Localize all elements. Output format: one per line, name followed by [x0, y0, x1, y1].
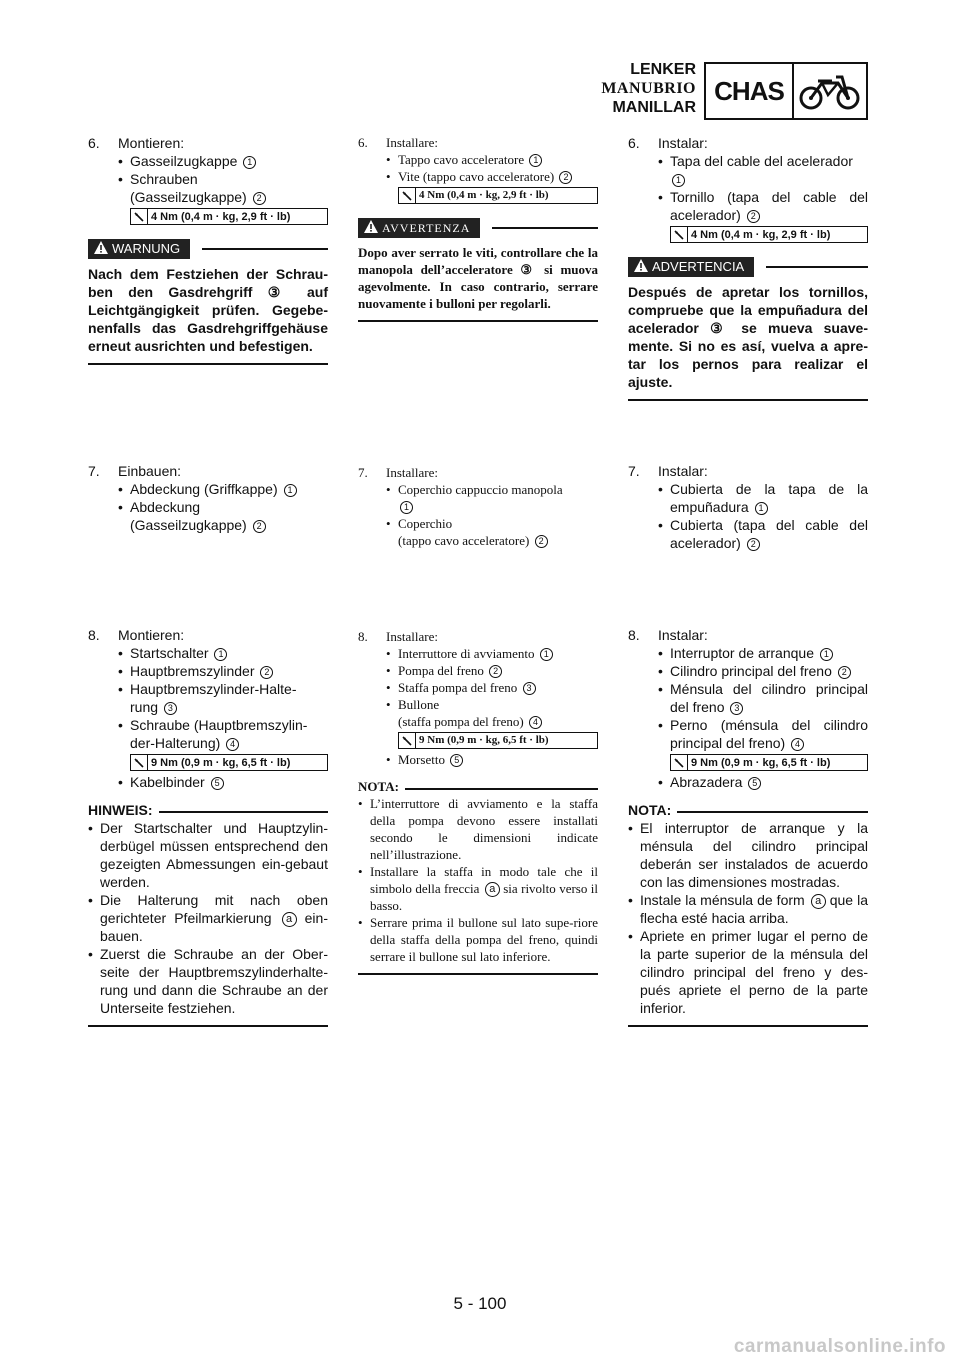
torque-spec: 4 Nm (0,4 m · kg, 2,9 ft · lb) [670, 226, 868, 243]
es-step-6: 6. Instalar: • Tapa del cable del acelerador 1 • Tornillo (tapa del cable del acelerador) 2 4 Nm (0,4 m · kg, 2,9 ft · lb) ADVERTENCIA Después de apretar los tornillos, compruebe que la empuñadura del acelerador ③ se mueva suave-mente. Si no es así, vuelva a apre-tar los pernos para realizar el ajuste. [628, 134, 868, 401]
title-es: MANILLAR [612, 99, 696, 116]
list-item: Vite (tappo cavo acceleratore) [398, 169, 555, 184]
list-item: Schrauben [130, 171, 198, 187]
list-item: Tornillo (tapa del cable del acelerador) [670, 189, 868, 223]
torque-spec: 4 Nm (0,4 m · kg, 2,9 ft · lb) [398, 187, 598, 204]
list-item: (Gasseilzugkappe) [130, 189, 247, 205]
callout-marker: 2 [253, 192, 266, 205]
warning-header [88, 239, 328, 259]
list-item: Bullone [398, 697, 440, 712]
page-number: 5 - 100 [453, 1294, 507, 1313]
header-titles [560, 60, 696, 117]
list-item: Startschalter [130, 645, 209, 661]
wrench-icon [671, 227, 688, 242]
de-step-7: 7. Einbauen: • Abdeckung (Griffkappe) 1 • Abdeckung (Gasseilzugkappe) 2 [88, 462, 328, 534]
torque-spec: 9 Nm (0,9 m · kg, 6,5 ft · lb) [670, 754, 868, 771]
list-item: Coperchio [398, 516, 453, 531]
warning-text: Después de apretar los tornillos, compruebe que la empuñadura del acelerador ③ se mueva suave-mente. Si no es así, vuelva a apre-tar los pernos para realizar el ajuste. [628, 284, 868, 390]
list-item: Gasseilzugkappe [130, 153, 238, 169]
warning-header [358, 218, 598, 238]
divider [628, 399, 868, 401]
wrench-icon [399, 188, 416, 203]
wrench-icon [671, 755, 688, 770]
list-item: Coperchio cappuccio manopola [398, 482, 563, 497]
list-item: Pompa del freno [398, 663, 484, 678]
es-step-8: 8. Instalar: • Interruptor de arranque 1 • Cilindro principal del freno 2 • Ménsula del cilindro principal del freno 3 • Perno (ménsula del cilindro principal del freno) 4 9 Nm (0,9 m · kg, 6,5 ft · lb) • Abrazadera 5 NOTA: • El interruptor de arranque y la ménsula del cilindro principal deberán ser instalados de acuerdo con las dimensiones mostradas. • Instale la ménsula de form a que la flecha esté hacia arriba. • Apriete en primer lugar el perno de la parte superior de la ménsula del cilindro principal del freno y des-pués apriete el perno de la parte inferior. [628, 626, 868, 1027]
note-item: Zuerst die Schraube an der Ober-seite der Hauptbremszylinderhalte-rung und dann die Schraube an der Unterseite festziehen. [100, 946, 328, 1016]
divider [88, 1025, 328, 1027]
note-item: Die Halterung mit nach oben gerichteter Pfeilmarkierung [100, 892, 328, 926]
torque-spec: 4 Nm (0,4 m · kg, 2,9 ft · lb) [130, 208, 328, 225]
list-item: Morsetto [398, 752, 445, 767]
it-step-8: 8. Installare: • Interruttore di avviamento 1 • Pompa del freno 2 • Staffa pompa del freno 3 • Bullone (staffa pompa del freno) 4 9 Nm (0,9 m · kg, 6,5 ft · lb) • Morsetto 5 NOTA: • L’interruttore di avviamento e la staffa della pompa devono essere installati secondo le dimensioni indicate nell’illustrazione. • Installare la staffa in modo tale che il simbolo della freccia a sia rivolto verso il basso. • Serrare prima il bullone sul lato supe-riore della staffa della pompa del freno, quindi serrare il bullone sul lato inferiore. [358, 628, 598, 975]
warning-text: Dopo aver serrato le viti, controllare che la manopola dell’acceleratore ③ si muova agevolmente. In caso contrario, serrare nuovamente i bulloni per regolarli. [358, 245, 598, 311]
warning-badge: ADVERTENCIA [628, 257, 754, 277]
warning-text: Nach dem Festziehen der Schrau-ben den Gasdrehgriff ③ auf Leichtgängigkeit prüfen. Gegebe-nenfalls das Gasdrehgriffgehäuse erneut ausrichten und befestigen. [88, 266, 328, 354]
divider [88, 363, 328, 365]
title-it: MANUBRIO [601, 80, 696, 97]
de-step-6: 6. Montieren: • Gasseilzugkappe 1 • Schrauben (Gasseilzugkappe) 2 4 Nm (0,4 m · kg, 2,9 ft · lb) WARNUNG Nach dem Festziehen der Schrau-ben den Gasdrehgriff ③ auf Leichtgängigkeit prüfen. Gegebe-nenfalls das Gasdrehgriffgehäuse erneut ausrichten und befestigen. [88, 134, 328, 365]
note-item: Serrare prima il bullone sul lato supe-riore della staffa della pompa del freno, quindi serrare il bullone sul lato inferiore. [370, 915, 598, 964]
divider [358, 320, 598, 322]
note-item: Apriete en primer lugar el perno de la parte superior de la ménsula del cilindro principal del freno y des-pués apriete el perno de la parte inferior. [640, 928, 868, 1016]
es-step-7: 7. Instalar: • Cubierta de la tapa de la empuñadura 1 • Cubierta (tapa del cable del acelerador) 2 [628, 463, 868, 551]
list-item: Interruptor de arranque [670, 645, 814, 661]
wrench-icon [399, 733, 416, 748]
motorcycle-icon [794, 64, 866, 118]
note-item: El interruptor de arranque y la ménsula del cilindro principal deberán ser instalados de acuerdo con las dimensiones mostradas. [640, 820, 868, 890]
step-heading: Montieren: [118, 135, 185, 151]
warning-header [628, 257, 868, 277]
note-item: Installare la staffa in modo tale che il simbolo della freccia [370, 864, 598, 896]
list-item: Kabelbinder [130, 774, 205, 790]
section-tag: CHAS [706, 64, 794, 118]
wrench-icon [131, 209, 148, 224]
note-item: Instale la ménsula de form [640, 892, 805, 908]
note-header: NOTA: [358, 778, 598, 795]
list-item: Hauptbremszylinder [130, 663, 255, 679]
list-item: Abdeckung (Griffkappe) [130, 481, 278, 497]
list-item: Interruttore di avviamento [398, 646, 535, 661]
list-item: Ménsula del cilindro principal del freno [670, 681, 868, 715]
list-item: Cubierta de la tapa de la empuñadura [670, 481, 868, 515]
list-item: Abdeckung [130, 499, 201, 515]
warning-badge: WARNUNG [88, 239, 190, 259]
section-tag-box [704, 62, 868, 120]
list-item: Schraube (Hauptbremszylin- [130, 717, 308, 733]
watermark: carmanualsonline.info [733, 1336, 946, 1357]
it-step-6: 6. Installare: • Tappo cavo acceleratore 1 • Vite (tappo cavo acceleratore) 2 4 Nm (0,4 m · kg, 2,9 ft · lb) AVVERTENZA Dopo aver serrato le viti, controllare che la manopola dell’acceleratore ③ si muova agevolmente. In caso contrario, serrare nuovamente i bulloni per regolarli. [358, 134, 598, 322]
divider [628, 1025, 868, 1027]
list-item: Cilindro principal del freno [670, 663, 832, 679]
warning-triangle-icon [634, 259, 648, 272]
list-item: Hauptbremszylinder-Halte- [130, 681, 297, 697]
callout-marker: 1 [243, 156, 256, 169]
note-header: NOTA: [628, 801, 868, 819]
wrench-icon [131, 755, 148, 770]
list-item: Staffa pompa del freno [398, 680, 518, 695]
warning-triangle-icon [364, 220, 378, 233]
warning-triangle-icon [94, 241, 108, 254]
note-item: L’interruttore di avviamento e la staffa della pompa devono essere installati secondo le dimensioni indicate nell’illustrazione. [370, 796, 598, 862]
list-item: Tapa del cable del acelerador [670, 153, 853, 169]
torque-spec: 9 Nm (0,9 m · kg, 6,5 ft · lb) [398, 732, 598, 749]
note-header: HINWEIS: [88, 801, 328, 819]
note-item: Der Startschalter und Hauptzylin-derbügel müssen entsprechend den gezeigten Abmessungen ein-gebaut werden. [100, 820, 328, 890]
warning-badge: AVVERTENZA [358, 218, 480, 238]
list-item: Perno (ménsula del cilindro principal del freno) [670, 717, 868, 751]
torque-spec: 9 Nm (0,9 m · kg, 6,5 ft · lb) [130, 754, 328, 771]
step-number: 6. [88, 135, 100, 151]
it-step-7: 7. Installare: • Coperchio cappuccio manopola 1 • Coperchio (tappo cavo acceleratore) 2 [358, 465, 563, 548]
list-item: Cubierta (tapa del cable del acelerador) [670, 517, 868, 551]
title-de: LENKER [630, 61, 696, 78]
list-item: Tappo cavo acceleratore [398, 152, 525, 167]
list-item: Abrazadera [670, 774, 743, 790]
divider [358, 973, 598, 975]
de-step-8: 8. Montieren: • Startschalter 1 • Hauptbremszylinder 2 • Hauptbremszylinder-Halte- rung 3 • Schraube (Hauptbremszylin- der-Halterung) 4 9 Nm (0,9 m · kg, 6,5 ft · lb) • Kabelbinder 5 HINWEIS: • Der Startschalter und Hauptzylin-derbügel müssen entsprechend den gezeigten Abmessungen ein-gebaut werden. • Die Halterung mit nach oben gerichteter Pfeilmarkierung a ein-bauen. • Zuerst die Schraube an der Ober-seite der Hauptbremszylinderhalte-rung und dann die Schraube an der Unterseite festziehen. [88, 626, 328, 1027]
